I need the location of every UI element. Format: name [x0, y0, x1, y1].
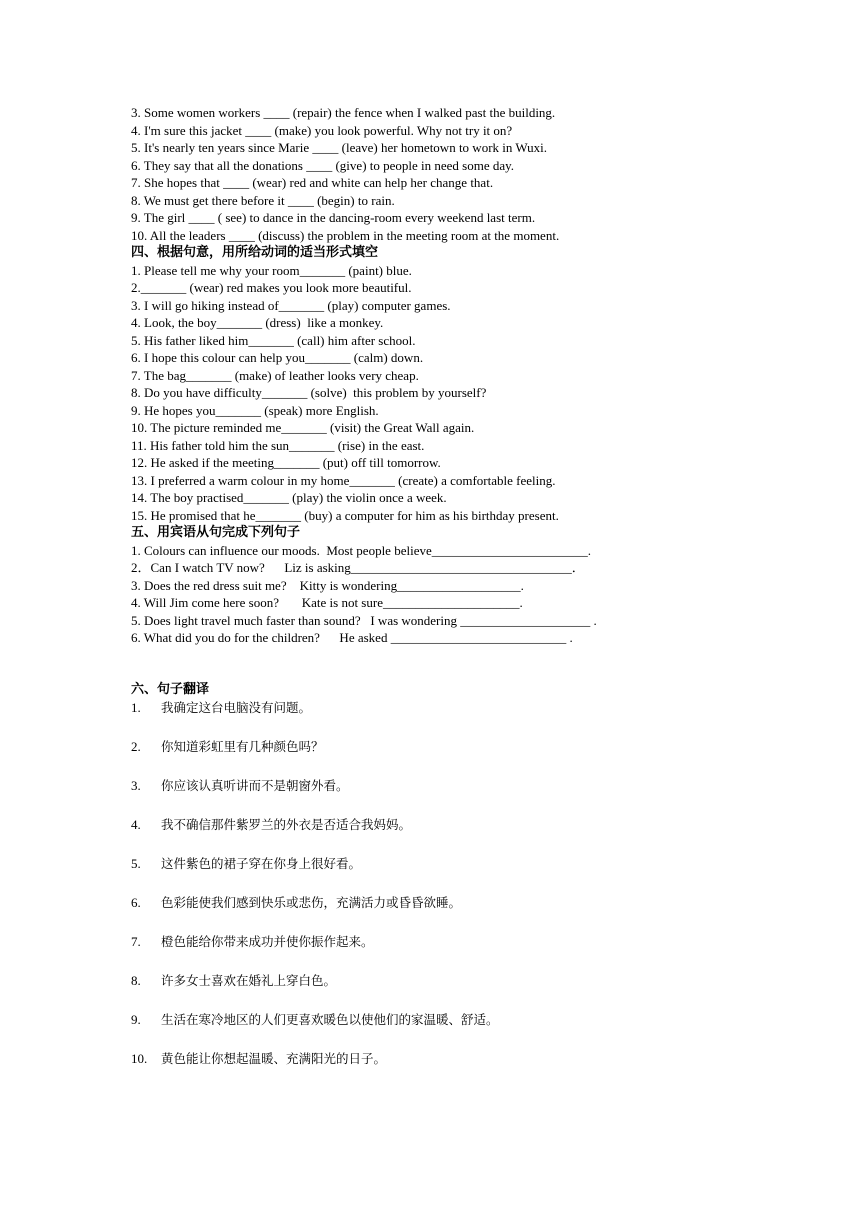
exercise-line: 1. Colours can influence our moods. Most people believe________________________.	[131, 542, 591, 558]
worksheet-content	[131, 104, 731, 1089]
exercise-line: 2._______ (wear) red makes you look more beautiful.	[131, 280, 412, 295]
exercise-line: 1. Please tell me why your room_______ (paint) blue.	[131, 262, 412, 278]
exercise-line: 3. I will go hiking instead of_______ (play) computer games.	[131, 297, 451, 313]
exercise-line: 4. Will Jim come here soon? Kate is not sure_____________________.	[131, 595, 523, 610]
item-text: 我确定这台电脑没有问题。	[161, 700, 312, 715]
item-number: 5.	[131, 856, 141, 871]
item-number: 2.	[131, 739, 141, 754]
exercise-line: 10. All the leaders ____ (discuss) the problem in the meeting room at the moment.	[131, 227, 560, 243]
exercise-line: 15. He promised that he_______ (buy) a computer for him as his birthday present.	[131, 507, 559, 523]
exercise-line: 6. They say that all the donations ____ (give) to people in need some day.	[131, 157, 515, 173]
translation-item	[131, 894, 731, 912]
exercise-line: 5. It's nearly ten years since Marie ____ (leave) her hometown to work in Wuxi.	[131, 140, 548, 155]
item-text: 生活在寒冷地区的人们更喜欢暖色以使他们的家温暖、舒适。	[161, 1012, 499, 1027]
part3-list	[131, 104, 731, 244]
section6-list	[131, 699, 731, 1068]
exercise-line: 5. His father liked him_______ (call) him after school.	[131, 332, 416, 348]
item-text: 你知道彩虹里有几种颜色吗？	[161, 739, 324, 754]
translation-item	[131, 1050, 731, 1068]
exercise-line: 3. Some women workers ____ (repair) the fence when I walked past the building.	[131, 105, 556, 120]
translation-item	[131, 816, 731, 834]
section-heading-6: 六、句子翻译	[131, 681, 210, 697]
exercise-line: 3. Does the red dress suit me? Kitty is wondering___________________.	[131, 577, 524, 593]
item-number: 7.	[131, 934, 141, 949]
item-text: 我不确信那件紫罗兰的外衣是否适合我妈妈。	[161, 817, 412, 832]
item-text: 你应该认真听讲而不是朝窗外看。	[161, 778, 349, 793]
translation-item	[131, 972, 731, 990]
translation-item	[131, 699, 731, 717]
item-number: 4.	[131, 817, 141, 832]
translation-item	[131, 738, 731, 756]
section-spacer	[131, 647, 731, 681]
item-text: 橙色能给你带来成功并使你振作起来。	[161, 934, 374, 949]
exercise-line: 9. He hopes you_______ (speak) more English.	[131, 402, 379, 418]
item-text: 色彩能使我们感到快乐或悲伤，充满活力或昏昏欲睡。	[161, 895, 462, 910]
exercise-line: 8. We must get there before it ____ (begin) to rain.	[131, 192, 395, 208]
item-number: 8.	[131, 973, 141, 988]
section4-list	[131, 262, 731, 525]
item-text: 这件紫色的裙子穿在你身上很好看。	[161, 856, 362, 871]
exercise-line: 7. The bag_______ (make) of leather looks very cheap.	[131, 367, 419, 383]
exercise-line: 12. He asked if the meeting_______ (put) off till tomorrow.	[131, 455, 441, 470]
section5-list	[131, 542, 731, 647]
exercise-line: 4. I'm sure this jacket ____ (make) you look powerful. Why not try it on?	[131, 122, 513, 138]
exercise-line: 14. The boy practised_______ (play) the violin once a week.	[131, 490, 447, 505]
exercise-line: 9. The girl ____ ( see) to dance in the dancing-room every weekend last term.	[131, 210, 536, 225]
item-number: 6.	[131, 895, 141, 910]
exercise-line: 8. Do you have difficulty_______ (solve) this problem by yourself?	[131, 385, 487, 400]
translation-item	[131, 933, 731, 951]
translation-item	[131, 777, 731, 795]
exercise-line: 5. Does light travel much faster than sound? I was wondering ____________________ .	[131, 612, 597, 628]
exercise-line: 13. I preferred a warm colour in my home_______ (create) a comfortable feeling.	[131, 472, 556, 488]
exercise-line: 2．Can I watch TV now? Liz is asking__________________________________．	[131, 560, 585, 575]
item-number: 10.	[131, 1051, 148, 1066]
exercise-line: 11. His father told him the sun_______ (rise) in the east.	[131, 437, 425, 453]
exercise-line: 6. I hope this colour can help you_______ (calm) down.	[131, 350, 424, 365]
item-text: 黄色能让你想起温暖、充满阳光的日子。	[161, 1051, 387, 1066]
item-number: 3.	[131, 778, 141, 793]
exercise-line: 7. She hopes that ____ (wear) red and white can help her change that.	[131, 175, 494, 190]
exercise-line: 6. What did you do for the children? He asked ___________________________ .	[131, 630, 573, 645]
item-number: 1.	[131, 700, 141, 715]
exercise-line: 4. Look, the boy_______ (dress) like a monkey.	[131, 315, 384, 330]
section-heading-4: 四、根据句意，用所给动词的适当形式填空	[131, 245, 379, 260]
exercise-line: 10. The picture reminded me_______ (visit) the Great Wall again.	[131, 420, 475, 435]
translation-item	[131, 855, 731, 873]
item-number: 9.	[131, 1012, 141, 1027]
item-text: 许多女士喜欢在婚礼上穿白色。	[161, 973, 337, 988]
section-heading-5: 五、用宾语从句完成下列句子	[131, 525, 301, 540]
translation-item	[131, 1011, 731, 1029]
